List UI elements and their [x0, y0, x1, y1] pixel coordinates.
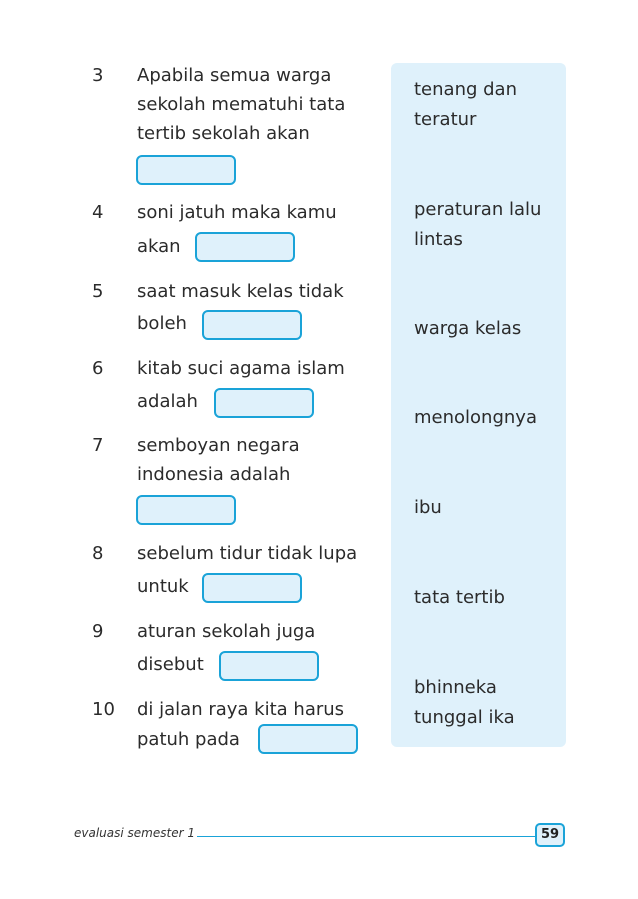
answer-box-8[interactable]	[202, 573, 302, 603]
answer-box-10[interactable]	[258, 724, 358, 754]
question-number: 9	[92, 621, 104, 642]
answer-option: peraturan lalu	[414, 199, 542, 220]
question-text: untuk	[137, 576, 189, 597]
question-number: 8	[92, 543, 104, 564]
question-text: patuh pada	[137, 729, 240, 750]
question-number: 7	[92, 435, 104, 456]
answer-option: tenang dan	[414, 79, 517, 100]
footer-divider	[197, 836, 535, 837]
question-text: tertib sekolah akan	[137, 123, 310, 144]
answer-option: bhinneka	[414, 677, 497, 698]
question-text: sebelum tidur tidak lupa	[137, 543, 358, 564]
question-number: 4	[92, 202, 104, 223]
question-text: indonesia adalah	[137, 464, 291, 485]
answer-option: menolongnya	[414, 407, 537, 428]
question-text: saat masuk kelas tidak	[137, 281, 344, 302]
answer-box-7[interactable]	[136, 495, 236, 525]
page-number-badge: 59	[535, 823, 565, 847]
answer-option: warga kelas	[414, 318, 522, 339]
answer-box-3[interactable]	[136, 155, 236, 185]
question-text: Apabila semua warga	[137, 65, 332, 86]
answer-option: tata tertib	[414, 587, 505, 608]
question-number: 6	[92, 358, 104, 379]
question-text: adalah	[137, 391, 198, 412]
question-number: 10	[92, 699, 115, 720]
answer-option: lintas	[414, 229, 463, 250]
question-text: di jalan raya kita harus	[137, 699, 345, 720]
answer-option: tunggal ika	[414, 707, 515, 728]
answer-box-4[interactable]	[195, 232, 295, 262]
answer-option: ibu	[414, 497, 442, 518]
answer-box-5[interactable]	[202, 310, 302, 340]
question-text: soni jatuh maka kamu	[137, 202, 337, 223]
question-text: semboyan negara	[137, 435, 300, 456]
question-text: disebut	[137, 654, 204, 675]
question-text: boleh	[137, 313, 187, 334]
question-text: akan	[137, 236, 181, 257]
question-text: kitab suci agama islam	[137, 358, 345, 379]
question-number: 3	[92, 65, 104, 86]
answer-option: teratur	[414, 109, 477, 130]
question-number: 5	[92, 281, 104, 302]
question-text: aturan sekolah juga	[137, 621, 316, 642]
footer-label: evaluasi semester 1	[74, 826, 195, 840]
answer-box-9[interactable]	[219, 651, 319, 681]
question-text: sekolah mematuhi tata	[137, 94, 346, 115]
answer-box-6[interactable]	[214, 388, 314, 418]
